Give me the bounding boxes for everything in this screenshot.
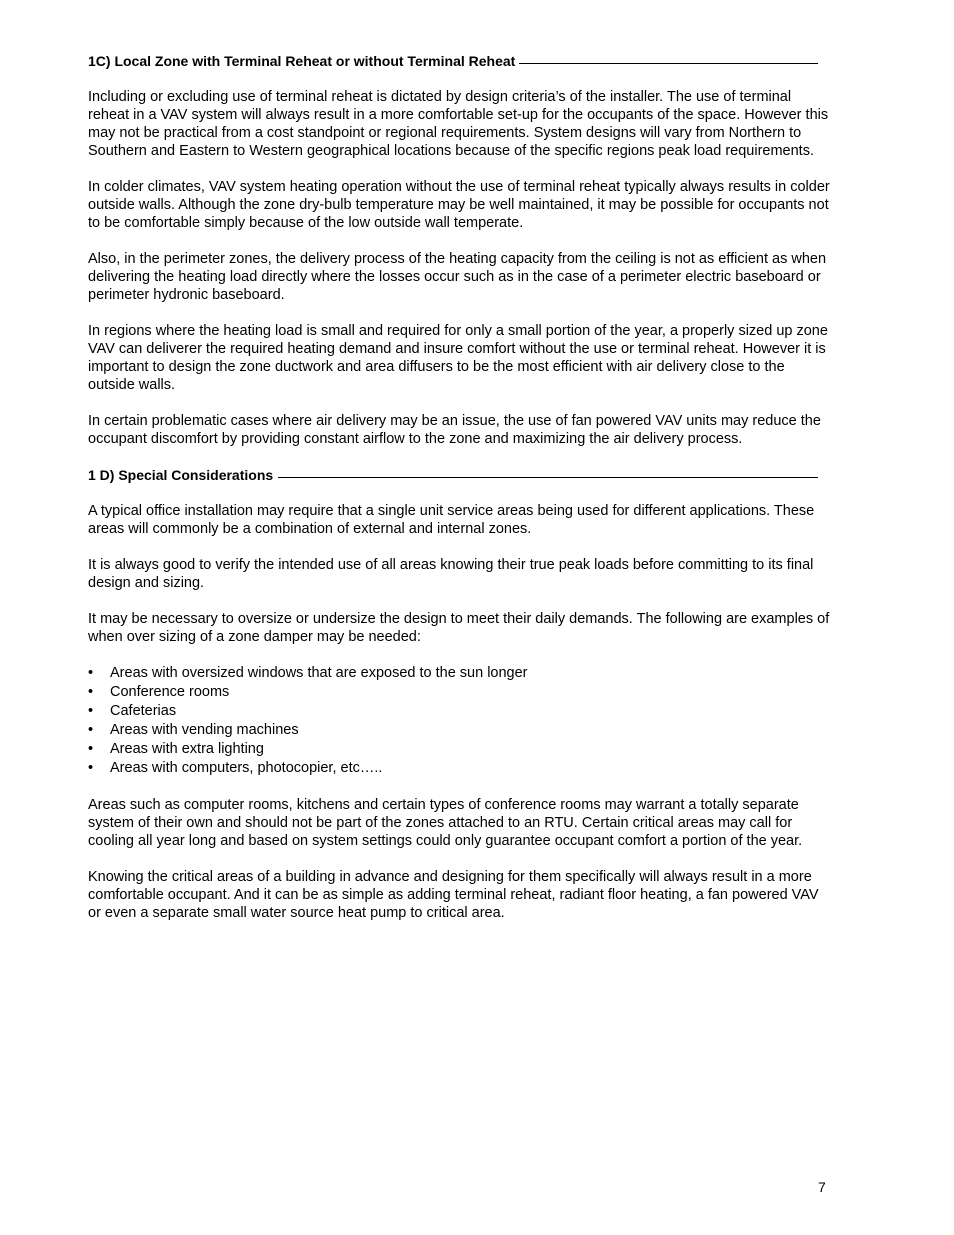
paragraph: In colder climates, VAV system heating operation without the use of terminal reheat typically always results in colder outside walls. Although the zone dry-bulb temperature may be well maintained, it may be possible for occupants not to be comfortable simply because of the low outside wall temperate. [88, 179, 830, 231]
document-page [88, 52, 830, 922]
bullet-icon: • [88, 722, 94, 738]
list-item-text: Areas with oversized windows that are exposed to the sun longer [110, 665, 528, 681]
section-1c-heading [88, 52, 818, 70]
section-1d-heading-rule [278, 477, 818, 478]
bullet-list [88, 664, 830, 778]
list-item-text: Areas with vending machines [110, 722, 299, 738]
list-item [88, 721, 830, 740]
paragraph: Also, in the perimeter zones, the delivery process of the heating capacity from the ceiling is not as efficient as when delivering the heating load directly where the losses occur such as in the case of a perimeter electric baseboard or perimeter hydronic baseboard. [88, 251, 827, 303]
section-1d-heading [88, 466, 818, 484]
list-item-text: Cafeterias [110, 703, 177, 719]
bullet-icon: • [88, 684, 94, 700]
paragraph: In regions where the heating load is small and required for only a small portion of the year, a properly sized up zone VAV can deliverer the required heating demand and insure comfort without the use or terminal reheat. However it is important to design the zone ductwork and area diffusers to be the most efficient with air delivery close to the outside walls. [88, 323, 828, 393]
list-item [88, 664, 830, 683]
paragraph: Knowing the critical areas of a building in advance and designing for them specifically will always result in a more comfortable occupant. And it can be as simple as adding terminal reheat, radiant floor heating, a fan powered VAV or even a separate small water source heat pump to critical area. [88, 869, 819, 921]
list-item-text: Conference rooms [110, 684, 230, 700]
list-item [88, 702, 830, 721]
list-item [88, 683, 830, 702]
list-item [88, 740, 830, 759]
page-number: 7 [818, 1179, 826, 1195]
bullet-icon: • [88, 665, 94, 681]
bullet-icon: • [88, 760, 94, 776]
paragraph: It is always good to verify the intended use of all areas knowing their true peak loads before committing to its final design and sizing. [88, 557, 814, 591]
bullet-icon: • [88, 703, 94, 719]
section-1c-heading-text: 1C) Local Zone with Terminal Reheat or without Terminal Reheat [88, 53, 516, 69]
bullet-icon: • [88, 741, 94, 757]
list-item [88, 759, 830, 778]
paragraph: It may be necessary to oversize or undersize the design to meet their daily demands. The following are examples of when over sizing of a zone damper may be needed: [88, 611, 830, 645]
paragraph: In certain problematic cases where air delivery may be an issue, the use of fan powered VAV units may reduce the occupant discomfort by providing constant airflow to the zone and maximizing the air delivery process. [88, 413, 821, 447]
list-item-text: Areas with computers, photocopier, etc….. [110, 760, 383, 776]
paragraph: A typical office installation may require that a single unit service areas being used for different applications. These areas will commonly be a combination of external and internal zones. [88, 503, 815, 537]
paragraph: Areas such as computer rooms, kitchens and certain types of conference rooms may warrant a totally separate system of their own and should not be part of the zones attached to an RTU. Certain critical areas may call for cooling all year long and based on system settings could only guarantee occupant comfort a portion of the year. [88, 797, 803, 849]
section-1c-heading-rule [519, 63, 818, 64]
list-item-text: Areas with extra lighting [110, 741, 264, 757]
paragraph: Including or excluding use of terminal reheat is dictated by design criteria’s of the installer. The use of terminal reheat in a VAV system will always result in a more comfortable set-up for the occupants of the space. However this may not be practical from a cost standpoint or regional requirements. System designs will vary from Northern to Southern and Eastern to Western geographical locations because of the specific regions peak load requirements. [88, 89, 829, 159]
section-1d-heading-text: 1 D) Special Considerations [88, 467, 274, 483]
